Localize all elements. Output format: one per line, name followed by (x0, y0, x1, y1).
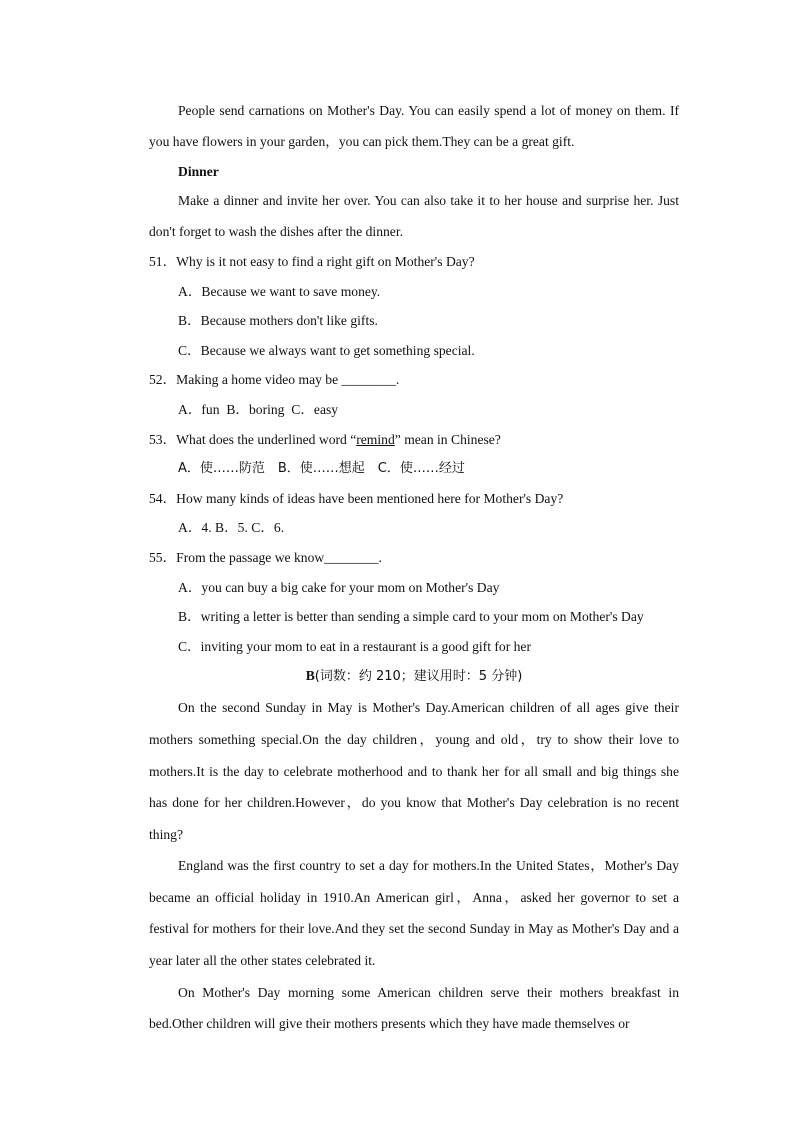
question-52-options: A．fun B．boring C．easy (178, 401, 339, 417)
section-b-title (149, 661, 679, 692)
section-b-letter: B (305, 668, 315, 684)
question-53-stem-suffix: ” mean in Chinese? (394, 431, 501, 447)
section-b-paragraph-3: On Mother's Day morning some American children serve their mothers breakfast in bed.Other children will give their mothers presents which they have made themselves or (149, 984, 679, 1032)
question-53 (149, 425, 679, 484)
flowers-paragraph: People send carnations on Mother's Day. You can easily spend a lot of money on them. If you have flowers in your garden，you can pick them.They can be a great gift. (149, 103, 679, 149)
question-51-option-c: C．Because we always want to get something special. (178, 342, 475, 358)
question-51 (149, 247, 679, 365)
question-54-options: A．4. B．5. C．6. (178, 520, 285, 536)
question-53-options: A．使……防范 B．使……想起 C．使……经过 (178, 461, 465, 477)
section-b-paragraph-2: England was the first country to set a day for mothers.In the United States，Mother's Day became an official holiday in 1910.An American girl，Anna，asked her governor to set a festival for mothers for their love.And they set the second Sunday in May as Mother's Day and a year later all the other states celebrated it. (149, 858, 679, 969)
question-55-option-a: A．you can buy a big cake for your mom on Mother's Day (178, 579, 500, 595)
question-53-stem (149, 425, 679, 455)
question-51-option-a: A．Because we want to save money. (178, 283, 381, 299)
question-55-stem: 55．From the passage we know________. (149, 549, 382, 565)
section-b-paragraph-1: On the second Sunday in May is Mother's Day.American children of all ages give their mothers something special.On the day children，young and old，try to show their love to mothers.It is the day to celebrate motherhood and to thank her for all small and big things she has done for her children.However，do you know that Mother's Day celebration is no recent thing? (149, 700, 679, 842)
question-51-stem: 51．Why is it not easy to find a right gift on Mother's Day? (149, 254, 475, 269)
section-b-subtitle: (词数：约 210；建议用时：5 分钟) (314, 669, 523, 685)
question-53-stem-prefix: 53．What does the underlined word “ (149, 431, 357, 447)
question-55-option-b: B．writing a letter is better than sending a simple card to your mom on Mother's Day (178, 609, 644, 625)
dinner-paragraph: Make a dinner and invite her over. You can also take it to her house and surprise her. Just don't forget to wash the dishes after the dinner. (149, 193, 679, 239)
dinner-heading: Dinner (178, 164, 219, 179)
underlined-word: remind (356, 431, 395, 447)
question-51-option-b: B．Because mothers don't like gifts. (178, 313, 378, 329)
question-55 (149, 543, 679, 661)
question-54 (149, 484, 679, 543)
question-52 (149, 365, 679, 424)
question-55-option-c: C．inviting your mom to eat in a restaurant is a good gift for her (178, 638, 531, 654)
document-page (149, 96, 679, 1040)
question-54-stem: 54．How many kinds of ideas have been mentioned here for Mother's Day? (149, 490, 564, 506)
question-52-stem: 52．Making a home video may be ________. (149, 372, 400, 388)
